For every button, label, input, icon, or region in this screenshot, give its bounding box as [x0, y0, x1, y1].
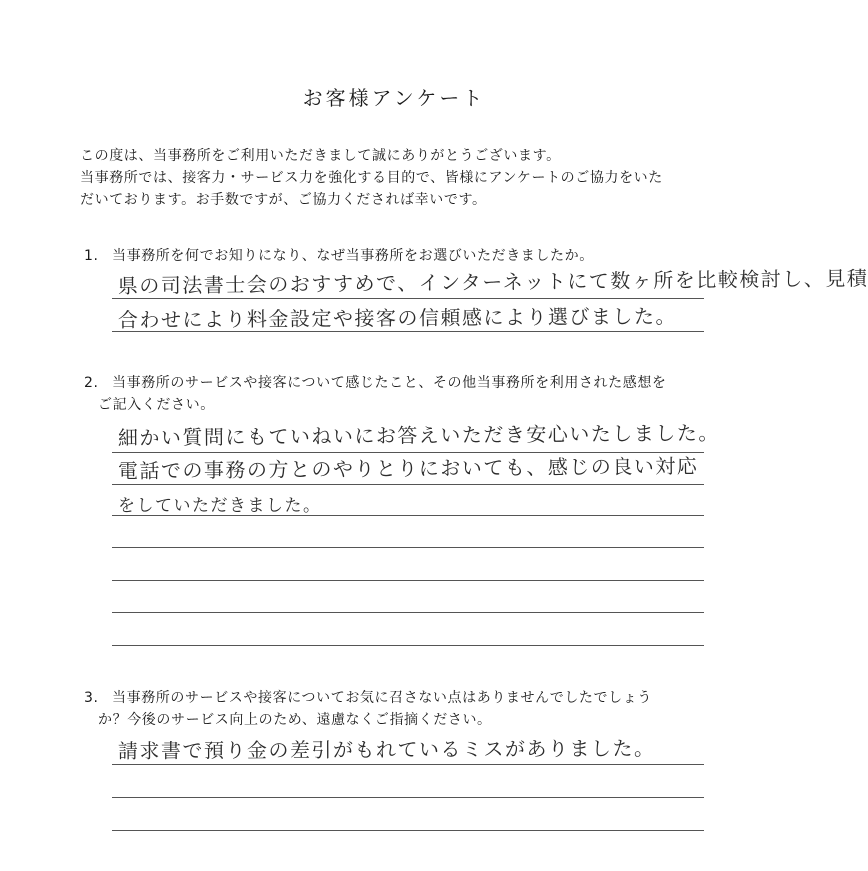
question-text [98, 372, 724, 416]
answer-rule [112, 580, 704, 581]
handwritten-answer-line: 請求書で預り金の差引がもれているミスがありました。 [117, 736, 656, 763]
question-number: 2. [84, 375, 99, 391]
handwritten-answer-line: 電話での事務の方とのやりとりにおいても、感じの良い対応 [117, 453, 699, 484]
question-number: 3. [84, 690, 99, 706]
answer-rule [112, 830, 704, 831]
intro-text [80, 145, 740, 211]
intro-line: この度は、当事務所をご利用いただきまして誠にありがとうございます。 [80, 148, 561, 164]
question-text [98, 687, 724, 731]
handwritten-answer-line: 県の司法書士会のおすすめで、インターネットにて数ヶ所を比較検討し、見積 [117, 266, 868, 299]
answer-rule [112, 797, 704, 798]
answer-rule [112, 645, 704, 646]
page-title: お客様アンケート [302, 86, 486, 110]
question-line: 当事務所のサービスや接客についてお気に召さない点はありませんでしたでしょう [112, 690, 652, 706]
answer-rule [112, 547, 704, 548]
handwritten-answer-line: をしていただきました。 [118, 496, 322, 516]
handwritten-answer-line: 細かい質問にもていねいにお答えいただき安心いたしました。 [117, 420, 720, 451]
question-line: 当事務所を何でお知りになり、なぜ当事務所をお選びいただきましたか。 [112, 248, 594, 264]
question-line: か？今後のサービス向上のため、遠慮なくご指摘ください。 [98, 712, 492, 728]
question-line: 当事務所のサービスや接客について感じたこと、その他当事務所を利用された感想を [112, 375, 667, 391]
answer-rule [112, 515, 704, 516]
answer-rule [112, 764, 704, 765]
question-3 [0, 687, 788, 731]
question-2 [0, 372, 788, 416]
answer-rule [112, 484, 704, 485]
intro-line: 当事務所では、接客力・サービス力を強化する目的で、皆様にアンケートのご協力をいた [80, 170, 663, 186]
question-number: 1. [84, 248, 99, 264]
question-line: ご記入ください。 [98, 397, 215, 413]
answer-rule [112, 298, 704, 299]
intro-line: だいております。お手数ですが、ご協力くだされば幸いです。 [80, 192, 487, 208]
answer-rule [112, 331, 704, 332]
handwritten-answer-line: 合わせにより料金設定や接客の信頼感により選びました。 [117, 304, 677, 333]
answer-rule [112, 612, 704, 613]
